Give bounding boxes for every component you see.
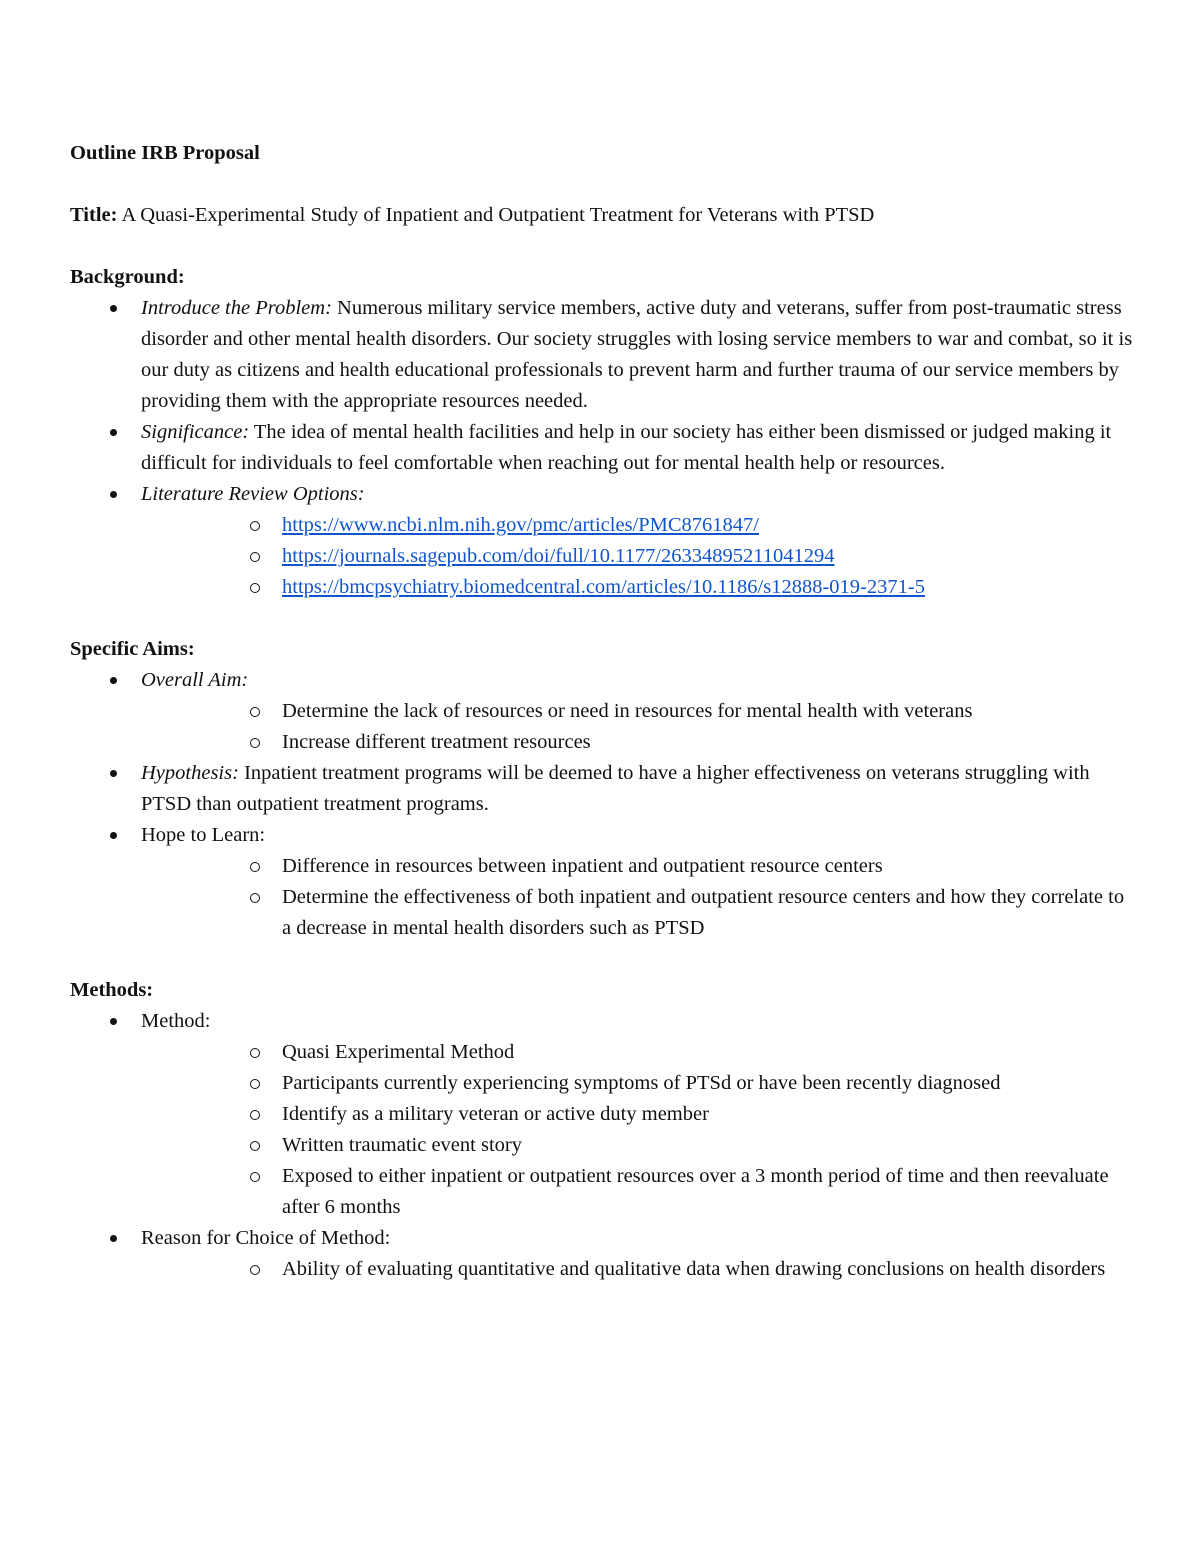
proposal-title-line — [70, 200, 1138, 231]
list-item-problem — [70, 293, 1138, 417]
list-item-method — [70, 1006, 1138, 1223]
literature-link-ncbi[interactable]: https://www.ncbi.nlm.nih.gov/pmc/articles/PMC8761847/ — [282, 514, 759, 536]
problem-text: Numerous military service members, active duty and veterans, suffer from post-traumatic stress disorder and other mental health disorders. Our society struggles with losing service members to war and combat, so it is our duty as citizens and health educational professionals to prevent harm and further trauma of our service members by providing them with the appropriate resources needed. — [141, 297, 1133, 412]
aims-heading: Specific Aims: — [70, 638, 195, 660]
document-title: Outline IRB Proposal — [70, 142, 260, 164]
list-item: Identify as a military veteran or active duty member — [141, 1099, 1138, 1130]
literature-link-sagepub[interactable]: https://journals.sagepub.com/doi/full/10.1177/26334895211041294 — [282, 545, 835, 567]
list-item: Exposed to either inpatient or outpatient resources over a 3 month period of time and then reevaluate after 6 months — [141, 1161, 1138, 1223]
spacer — [70, 169, 1138, 200]
title-label: Title: — [70, 204, 118, 226]
significance-label: Significance: — [141, 421, 250, 443]
spacer — [70, 231, 1138, 262]
reason-sublist — [141, 1254, 1138, 1285]
document-body — [70, 138, 1138, 1285]
list-item: Increase different treatment resources — [141, 727, 1138, 758]
hope-to-learn-label: Hope to Learn: — [141, 824, 266, 846]
overall-aim-label: Overall Aim: — [141, 669, 249, 691]
list-item: Participants currently experiencing symptoms of PTSd or have been recently diagnosed — [141, 1068, 1138, 1099]
spacer — [70, 603, 1138, 634]
overall-aim-sublist — [141, 696, 1138, 758]
literature-link-bmc[interactable]: https://bmcpsychiatry.biomedcentral.com/articles/10.1186/s12888-019-2371-5 — [282, 576, 925, 598]
list-item-literature — [70, 479, 1138, 603]
problem-label: Introduce the Problem: — [141, 297, 332, 319]
hope-to-learn-sublist — [141, 851, 1138, 944]
methods-heading: Methods: — [70, 979, 154, 1001]
list-item-hope-to-learn — [70, 820, 1138, 944]
list-item-hypothesis — [70, 758, 1138, 820]
list-item: Ability of evaluating quantitative and qualitative data when drawing conclusions on health disorders — [141, 1254, 1138, 1285]
title-text: A Quasi-Experimental Study of Inpatient and Outpatient Treatment for Veterans with PTSD — [117, 204, 875, 226]
list-item: Difference in resources between inpatient and outpatient resource centers — [141, 851, 1138, 882]
list-item: Determine the effectiveness of both inpatient and outpatient resource centers and how they correlate to a decrease in mental health disorders such as PTSD — [141, 882, 1138, 944]
list-item: Written traumatic event story — [141, 1130, 1138, 1161]
list-item: Determine the lack of resources or need in resources for mental health with veterans — [141, 696, 1138, 727]
aims-list — [70, 665, 1138, 944]
methods-list — [70, 1006, 1138, 1285]
literature-label: Literature Review Options: — [141, 483, 365, 505]
spacer — [70, 944, 1138, 975]
list-item-reason — [70, 1223, 1138, 1285]
list-item — [141, 572, 1138, 603]
method-label: Method: — [141, 1010, 211, 1032]
method-sublist — [141, 1037, 1138, 1223]
background-list — [70, 293, 1138, 603]
background-heading: Background: — [70, 266, 185, 288]
literature-links-list — [141, 510, 1138, 603]
reason-label: Reason for Choice of Method: — [141, 1227, 391, 1249]
hypothesis-label: Hypothesis: — [141, 762, 239, 784]
list-item — [141, 510, 1138, 541]
list-item-overall-aim — [70, 665, 1138, 758]
significance-text: The idea of mental health facilities and help in our society has either been dismissed or judged making it difficult for individuals to feel comfortable when reaching out for mental health help or resources. — [141, 421, 1112, 474]
list-item: Quasi Experimental Method — [141, 1037, 1138, 1068]
list-item-significance — [70, 417, 1138, 479]
list-item — [141, 541, 1138, 572]
hypothesis-text: Inpatient treatment programs will be deemed to have a higher effectiveness on veterans struggling with PTSD than outpatient treatment programs. — [141, 762, 1090, 815]
